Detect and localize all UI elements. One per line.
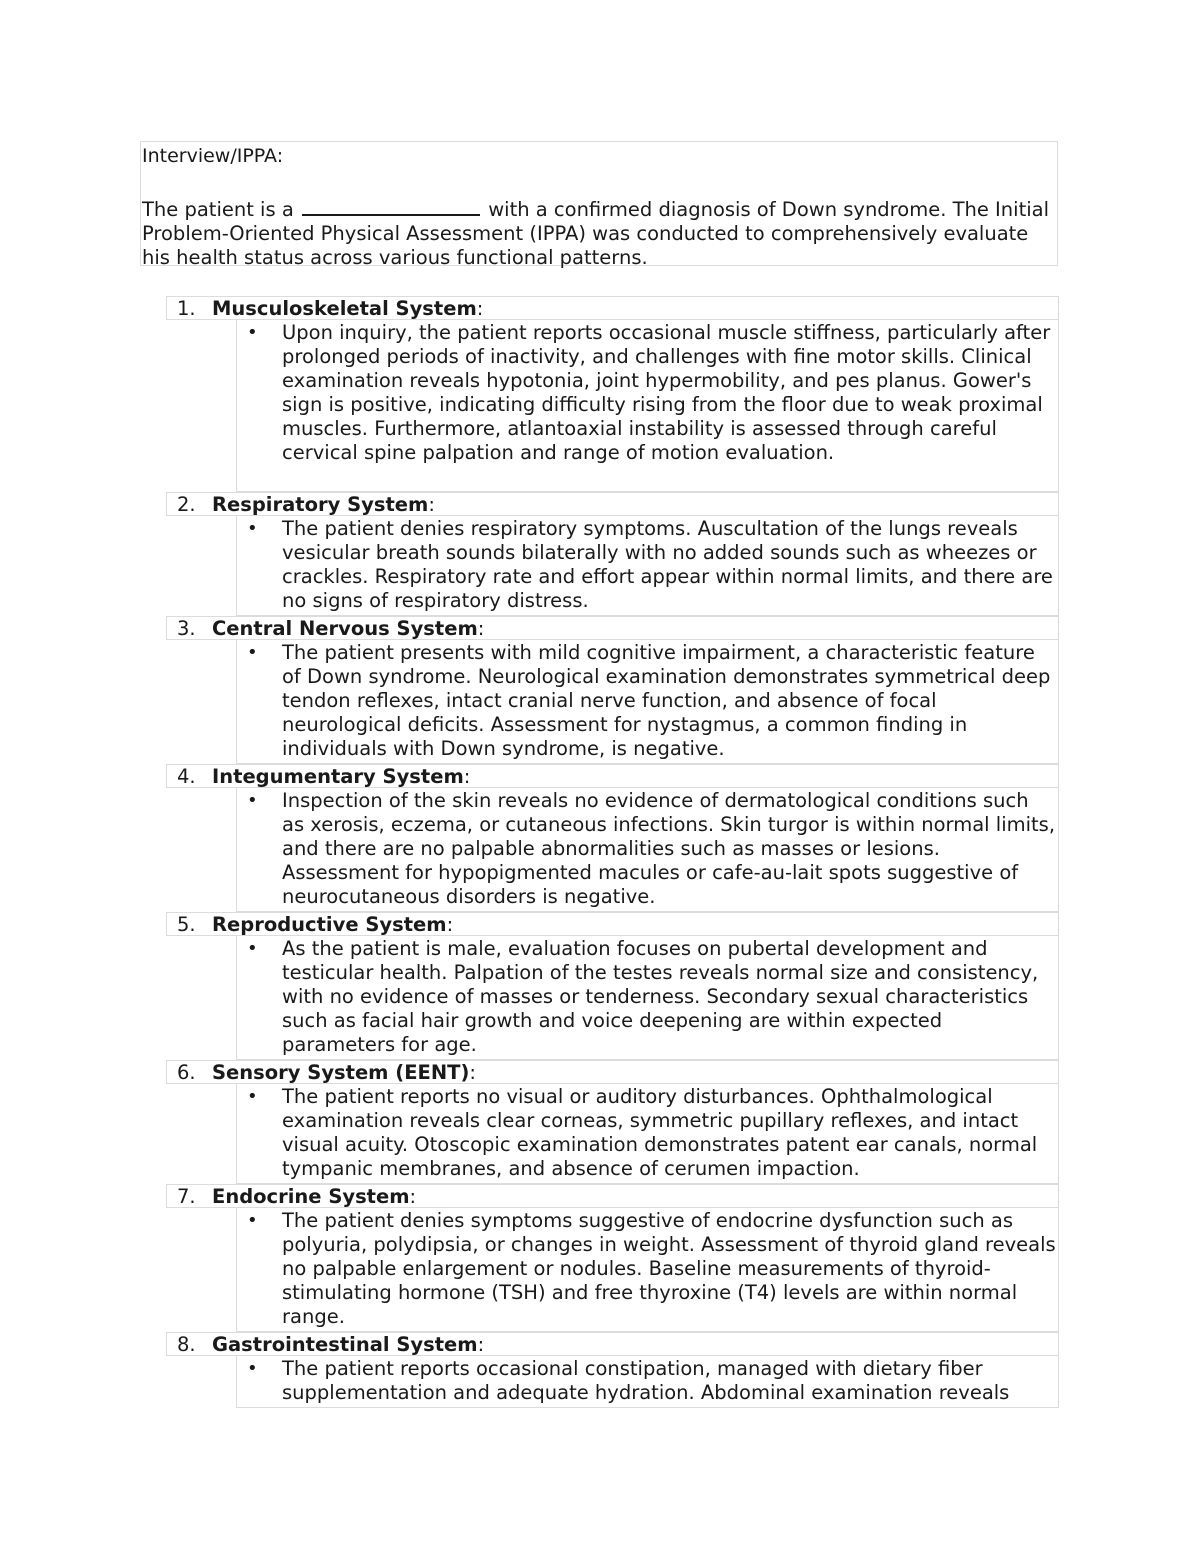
findings-text: The patient denies respiratory symptoms. Auscultation of the lungs reveals vesicular breath sounds bilaterally with no added sounds such as wheezes or crackles. Respiratory rate and effort appear within normal limits, and there are no signs of respiratory distress. [282, 517, 1053, 612]
list-number: 5. [177, 913, 196, 936]
fill-in-blank[interactable] [302, 198, 480, 216]
bullet-icon: • [247, 518, 258, 539]
system-heading-sensory [166, 1060, 1059, 1084]
system-findings-integumentary [236, 788, 1059, 912]
bullet-icon: • [247, 1210, 258, 1231]
system-findings-reproductive [236, 936, 1059, 1060]
findings-text: As the patient is male, evaluation focuses on pubertal development and testicular health. Palpation of the testes reveals normal size and consistency, with no evidence of masses or tenderness. Secondary sexual characteristics such as facial hair growth and voice deepening are within expected parameters for age. [282, 937, 1039, 1056]
system-heading-gastrointestinal [166, 1332, 1059, 1356]
findings-text: The patient presents with mild cognitive impairment, a characteristic feature of Down syndrome. Neurological examination demonstrates symmetrical deep tendon reflexes, intact cranial nerve function, and absence of focal neurological deficits. Assessment for nystagmus, a common finding in individuals with Down syndrome, is negative. [282, 641, 1051, 760]
list-number: 7. [177, 1185, 196, 1208]
list-number: 3. [177, 617, 196, 640]
intro-text-end: with a confirmed diagnosis of Down syndrome. The Initial Problem-Oriented Physical Assessment (IPPA) was conducted to comprehensively evaluate his health status across various functional patterns. [142, 198, 1050, 269]
system-findings-cns [236, 640, 1059, 764]
system-title: Reproductive System: [212, 913, 454, 936]
bullet-icon: • [247, 790, 258, 811]
findings-text: The patient denies symptoms suggestive of endocrine dysfunction such as polyuria, polydipsia, or changes in weight. Assessment of thyroid gland reveals no palpable enlargement or nodules. Baseline measurements of thyroid-stimulating hormone (TSH) and free thyroxine (T4) levels are within normal range. [282, 1209, 1056, 1328]
list-number: 8. [177, 1333, 196, 1356]
system-title: Endocrine System: [212, 1185, 417, 1208]
system-findings-sensory [236, 1084, 1059, 1184]
system-heading-integumentary [166, 764, 1059, 788]
system-findings-endocrine [236, 1208, 1059, 1332]
intro-section [140, 141, 1058, 269]
list-number: 4. [177, 765, 196, 788]
system-title: Musculoskeletal System: [212, 297, 484, 320]
system-findings-gastrointestinal [236, 1356, 1059, 1408]
system-title: Central Nervous System: [212, 617, 485, 640]
system-heading-respiratory [166, 492, 1059, 516]
system-title: Gastrointestinal System: [212, 1333, 485, 1356]
system-title: Respiratory System: [212, 493, 435, 516]
system-heading-musculoskeletal [166, 296, 1059, 320]
list-number: 1. [177, 297, 196, 320]
system-title: Sensory System (EENT): [212, 1061, 476, 1084]
system-findings-musculoskeletal [236, 320, 1059, 492]
system-heading-cns [166, 616, 1059, 640]
bullet-icon: • [247, 322, 258, 343]
intro-text-start: The patient is a [142, 198, 294, 221]
section-heading: Interview/IPPA: [142, 145, 284, 167]
findings-text: The patient reports occasional constipation, managed with dietary fiber supplementation and adequate hydration. Abdominal examination reveals [282, 1357, 1010, 1404]
findings-text: Inspection of the skin reveals no evidence of dermatological conditions such as xerosis, eczema, or cutaneous infections. Skin turgor is within normal limits, and there are no palpable abnormalities such as masses or lesions. Assessment for hypopigmented macules or cafe-au-lait spots suggestive of neurocutaneous disorders is negative. [282, 789, 1056, 908]
bullet-icon: • [247, 642, 258, 663]
list-number: 2. [177, 493, 196, 516]
system-heading-endocrine [166, 1184, 1059, 1208]
findings-text: Upon inquiry, the patient reports occasional muscle stiffness, particularly after prolonged periods of inactivity, and challenges with fine motor skills. Clinical examination reveals hypotonia, joint hypermobility, and pes planus. Gower's sign is positive, indicating difficulty rising from the floor due to weak proximal muscles. Furthermore, atlantoaxial instability is assessed through careful cervical spine palpation and range of motion evaluation. [282, 321, 1051, 464]
system-title: Integumentary System: [212, 765, 471, 788]
systems-list [166, 296, 1059, 1408]
system-findings-respiratory [236, 516, 1059, 616]
bullet-icon: • [247, 1358, 258, 1379]
system-heading-reproductive [166, 912, 1059, 936]
intro-paragraph [142, 198, 1057, 270]
bullet-icon: • [247, 1086, 258, 1107]
findings-text: The patient reports no visual or auditory disturbances. Ophthalmological examination reveals clear corneas, symmetric pupillary reflexes, and intact visual acuity. Otoscopic examination demonstrates patent ear canals, normal tympanic membranes, and absence of cerumen impaction. [282, 1085, 1038, 1180]
bullet-icon: • [247, 938, 258, 959]
list-number: 6. [177, 1061, 196, 1084]
